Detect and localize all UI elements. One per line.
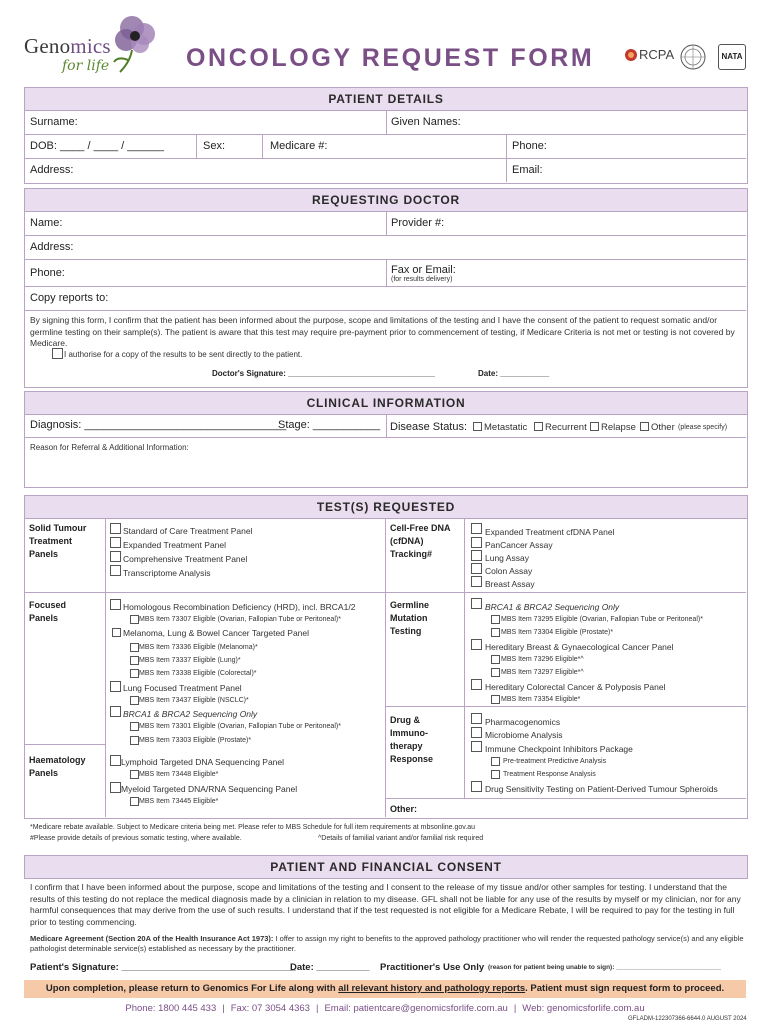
patient-phone-field[interactable]: Phone: <box>512 140 547 152</box>
focused-panels-label: Focused Panels <box>29 600 67 623</box>
footer-email[interactable]: Email: patientcare@genomicsforlife.com.au <box>324 1003 508 1014</box>
copy-reports-field[interactable]: Copy reports to: <box>30 292 109 304</box>
solid-item-3: Comprehensive Treatment Panel <box>123 554 248 564</box>
form-code: GFLADM-122307366-6644.0 AUGUST 2024 <box>628 1016 747 1022</box>
mye-item: Myeloid Targeted DNA/RNA Sequencing Panel <box>121 784 298 794</box>
solid-item-1: Standard of Care Treatment Panel <box>123 526 253 536</box>
footer-web[interactable]: Web: genomicsforlife.com.au <box>522 1003 645 1014</box>
globe-seal-icon <box>680 44 706 70</box>
brand-name-b: mics <box>70 34 111 58</box>
germ-colo-mbs-checkbox[interactable] <box>491 695 500 704</box>
mel-mbs-3: MBS Item 73338 Eligible (Colorectal)* <box>139 670 257 677</box>
germline-label: Germline Mutation Testing <box>390 600 430 636</box>
mye-mbs-checkbox[interactable] <box>130 797 139 806</box>
medicare-agreement <box>30 934 744 954</box>
cfdna-checkbox-4[interactable] <box>471 563 482 574</box>
mel-mbs-2: MBS Item 73337 Eligible (Lung)* <box>139 657 241 664</box>
lym-item: Lymphoid Targeted DNA Sequencing Panel <box>121 757 285 767</box>
lung-mbs-checkbox[interactable] <box>130 696 139 705</box>
cfdna-checkbox-5[interactable] <box>471 576 482 587</box>
return-text-b: . Patient must sign request form to proceed. <box>525 983 725 994</box>
authorise-label: I authorise for a copy of the results to be sent directly to the patient. <box>64 350 303 359</box>
patient-details-header: PATIENT DETAILS <box>24 87 748 111</box>
disease-status-label: Disease Status: <box>390 421 468 433</box>
lym-checkbox[interactable] <box>110 755 121 766</box>
brca-checkbox[interactable] <box>110 706 121 717</box>
mel-checkbox[interactable] <box>112 628 121 637</box>
mel-mbs-checkbox-2[interactable] <box>130 656 139 665</box>
mel-mbs-1: MBS Item 73336 Eligible (Melanoma)* <box>139 644 258 651</box>
hrd-item: Homologous Recombination Deficiency (HRD), incl. BRCA1/2 <box>123 602 356 612</box>
drug-item-2: Microbiome Analysis <box>485 730 563 740</box>
cfdna-checkbox-1[interactable] <box>471 523 482 534</box>
agreement-title: Medicare Agreement (Section 20A of the Health Insurance Act 1973): <box>30 934 274 943</box>
surname-field[interactable]: Surname: <box>30 116 78 128</box>
return-instructions <box>24 983 746 994</box>
solid-tumour-label: Solid Tumour Treatment Panels <box>29 523 87 559</box>
drug-checkbox-1[interactable] <box>471 713 482 724</box>
accreditation <box>624 44 746 70</box>
hrd-mbs-checkbox[interactable] <box>130 615 139 624</box>
drug-checkbox-4[interactable] <box>471 781 482 792</box>
other-status-label: Other <box>651 422 675 433</box>
solid-checkbox-2[interactable] <box>110 537 121 548</box>
footer-fax[interactable]: Fax: 07 3054 4363 <box>230 1003 310 1014</box>
brca-mbs-2: MBS Item 73303 Eligible (Prostate)* <box>139 737 252 744</box>
other-status-note: (please specify) <box>678 424 728 431</box>
lung-checkbox[interactable] <box>110 681 121 692</box>
germ-brca-mbs-2: MBS Item 73304 Eligible (Prostate)* <box>501 629 614 636</box>
metastatic-checkbox[interactable] <box>473 422 482 431</box>
relapse-checkbox[interactable] <box>590 422 599 431</box>
diagnosis-field[interactable]: Diagnosis: _________________________________ <box>30 419 287 431</box>
cfdna-item-5: Breast Assay <box>485 579 535 589</box>
solid-checkbox-1[interactable] <box>110 523 121 534</box>
logo <box>24 12 154 78</box>
requesting-doctor-header: REQUESTING DOCTOR <box>24 188 748 212</box>
drug-item-1: Pharmacogenomics <box>485 717 561 727</box>
drug-checkbox-3[interactable] <box>471 741 482 752</box>
mye-mbs: MBS Item 73445 Eligible* <box>139 798 219 805</box>
germ-breast-item: Hereditary Breast & Gynaecological Cancer Panel <box>485 642 674 652</box>
drug-sub-2: Treatment Response Analysis <box>503 771 596 778</box>
germ-brca-checkbox[interactable] <box>471 598 482 609</box>
cfdna-item-2: PanCancer Assay <box>485 540 553 550</box>
mel-mbs-checkbox-1[interactable] <box>130 643 139 652</box>
dob-field[interactable]: DOB: ____ / ____ / ______ <box>30 140 164 152</box>
stage-field[interactable]: Stage: ___________ <box>278 419 381 431</box>
solid-item-4: Transcriptome Analysis <box>123 568 211 578</box>
doctor-signature-field[interactable]: Doctor's Signature: _________________________________ <box>212 369 435 378</box>
sex-field[interactable]: Sex: <box>203 140 226 152</box>
form-title: ONCOLOGY REQUEST FORM <box>186 44 595 72</box>
germ-colo-item: Hereditary Colorectal Cancer & Polyposis Panel <box>485 682 666 692</box>
doctor-name-field[interactable]: Name: <box>30 217 63 229</box>
brca-item: BRCA1 & BRCA2 Sequencing Only <box>123 709 258 719</box>
brand-name-a: Geno <box>24 34 71 58</box>
germ-breast-mbs-1: MBS Item 73296 Eligible*^ <box>501 656 584 663</box>
hrd-mbs: MBS Item 73307 Eligible (Ovarian, Fallopian Tube or Peritoneal)* <box>139 616 341 623</box>
patient-address-field[interactable]: Address: <box>30 164 74 176</box>
germ-breast-mbs-2: MBS Item 73297 Eligible*^ <box>501 669 584 676</box>
nata-label: NATA <box>721 52 743 61</box>
lym-mbs-checkbox[interactable] <box>130 770 139 779</box>
practitioner-note[interactable]: (reason for patient being unable to sign): _____________________________ <box>488 964 722 971</box>
return-link[interactable]: all relevant history and pathology reports <box>338 983 526 994</box>
brca-mbs-checkbox-1[interactable] <box>130 722 139 731</box>
germ-brca-item: BRCA1 & BRCA2 Sequencing Only <box>485 602 620 612</box>
footnote-1: *Medicare rebate available. Subject to Medicare criteria being met. Please refer to MBS Schedule for full item requirements at mbsonline.gov.au <box>30 824 475 831</box>
drug-sub-checkbox-1[interactable] <box>491 757 500 766</box>
germ-brca-mbs-checkbox-1[interactable] <box>491 615 500 624</box>
footer-phone[interactable]: Phone: 1800 445 433 <box>125 1003 217 1014</box>
solid-item-2: Expanded Treatment Panel <box>123 540 227 550</box>
patient-date-field[interactable]: Date: __________ <box>290 962 370 973</box>
return-text-a: Upon completion, please return to Genomics For Life along with <box>45 983 339 994</box>
recurrent-label: Recurrent <box>545 422 587 433</box>
footnote-2: #Please provide details of previous somatic testing, where available. <box>30 835 242 842</box>
clinical-info-header: CLINICAL INFORMATION <box>24 391 748 415</box>
lung-mbs: MBS Item 73437 Eligible (NSCLC)* <box>139 697 249 704</box>
metastatic-label: Metastatic <box>484 422 528 433</box>
doctor-address-field[interactable]: Address: <box>30 241 74 253</box>
mel-mbs-checkbox-3[interactable] <box>130 669 139 678</box>
germ-breast-mbs-checkbox-2[interactable] <box>491 668 500 677</box>
fax-note: (for results delivery) <box>391 276 453 283</box>
haematology-label: Haematology Panels <box>29 755 86 778</box>
germ-breast-mbs-checkbox-1[interactable] <box>491 655 500 664</box>
mel-item: Melanoma, Lung & Bowel Cancer Targeted Panel <box>123 628 310 638</box>
referral-reason-field[interactable]: Reason for Referral & Additional Information: <box>30 443 189 452</box>
contact-line: Phone: 1800 445 433 | Fax: 07 3054 4363 | Email: patientcare@genomicsforlife.com.au | Web: genomicsforlife.com.au <box>125 1003 645 1014</box>
footnote-3: ^Details of familial variant and/or familial risk required <box>318 835 484 842</box>
authorise-checkbox[interactable] <box>52 348 63 359</box>
germ-colo-mbs: MBS Item 73354 Eligible* <box>501 696 581 703</box>
doctor-date-field[interactable]: Date: ___________ <box>478 369 550 378</box>
solid-checkbox-4[interactable] <box>110 565 121 576</box>
cfdna-item-1: Expanded Treatment cfDNA Panel <box>485 527 615 537</box>
relapse-label: Relapse <box>601 422 636 433</box>
nata-logo <box>718 44 746 70</box>
doctor-consent-text: By signing this form, I confirm that the patient has been informed about the purpose, scope and limitations of the testing and I have the consent of the patient to request somatic and/or germline testing on their sample(s). The patient is aware that this test may require pre-payment prior to commencement of testing, if Medicare Criteria is not met or testing is not covered by Medicare. <box>30 315 735 348</box>
agreement-text: I offer to assign my right to benefits to the approved pathology practitioner who will render the requested pathology service(s) and any eligible pathologist determinable service(s) established as necessary by the practitioner. <box>30 934 744 953</box>
rcpa-logo: RCPA <box>639 47 675 62</box>
solid-checkbox-3[interactable] <box>110 551 121 562</box>
patient-signature-field[interactable]: Patient's Signature: _________________________________ <box>30 962 296 973</box>
brca-mbs-checkbox-2[interactable] <box>130 736 139 745</box>
germ-brca-mbs-1: MBS Item 73295 Eligible (Ovarian, Fallopian Tube or Peritoneal)* <box>501 616 703 623</box>
flower-icon <box>102 12 164 76</box>
fax-email-field[interactable]: Fax or Email: <box>391 264 456 276</box>
drug-sub-checkbox-2[interactable] <box>491 770 500 779</box>
cfdna-item-3: Lung Assay <box>485 553 529 563</box>
given-names-field[interactable]: Given Names: <box>391 116 461 128</box>
drug-item-4: Drug Sensitivity Testing on Patient-Derived Tumour Spheroids <box>485 784 718 794</box>
cfdna-label: Cell-Free DNA (cfDNA) Tracking# <box>390 523 451 559</box>
medicare-field[interactable]: Medicare #: <box>270 140 328 152</box>
hrd-checkbox[interactable] <box>110 599 121 610</box>
drug-checkbox-2[interactable] <box>471 727 482 738</box>
brca-mbs-1: MBS Item 73301 Eligible (Ovarian, Fallopian Tube or Peritoneal)* <box>139 723 341 730</box>
drug-response-label: Drug & Immuno-therapy Response <box>390 715 434 764</box>
lung-item: Lung Focused Treatment Panel <box>123 683 242 693</box>
consent-text: I confirm that I have been informed about the purpose, scope and limitations of the testing and I consent to the release of my tissue and/or other samples for testing. I understand that the results of this testing do not replace the medical diagnosis made by a clinician in relation to my disease. GFL shall not be liable for any use of the results by myself or my clinician, nor for any harmful consequences that may derive from the use of such results. I understand that if the test requested is not eligible for a Medicare Rebate, I will be required to pay for the testing in full prior to testing commencing. <box>30 882 741 927</box>
doctor-phone-field[interactable]: Phone: <box>30 267 65 279</box>
drug-item-3: Immune Checkpoint Inhibitors Package <box>485 744 633 754</box>
germ-breast-checkbox[interactable] <box>471 639 482 650</box>
drug-sub-1: Pre-treatment Predictive Analysis <box>503 758 607 765</box>
practitioner-use-label: Practitioner's Use Only <box>380 962 485 973</box>
rcpa-seal-icon <box>624 48 638 62</box>
brand-script: for life <box>62 58 110 74</box>
cfdna-checkbox-2[interactable] <box>471 537 482 548</box>
germ-brca-mbs-checkbox-2[interactable] <box>491 628 500 637</box>
mye-checkbox[interactable] <box>110 782 121 793</box>
other-status-checkbox[interactable] <box>640 422 649 431</box>
patient-email-field[interactable]: Email: <box>512 164 543 176</box>
cfdna-checkbox-3[interactable] <box>471 550 482 561</box>
consent-header: PATIENT AND FINANCIAL CONSENT <box>24 855 748 879</box>
tests-header: TEST(S) REQUESTED <box>24 495 748 519</box>
provider-field[interactable]: Provider #: <box>391 217 445 229</box>
cfdna-item-4: Colon Assay <box>485 566 533 576</box>
recurrent-checkbox[interactable] <box>534 422 543 431</box>
other-tests-field[interactable]: Other: <box>390 804 417 814</box>
lym-mbs: MBS Item 73448 Eligible* <box>139 771 219 778</box>
germ-colo-checkbox[interactable] <box>471 679 482 690</box>
